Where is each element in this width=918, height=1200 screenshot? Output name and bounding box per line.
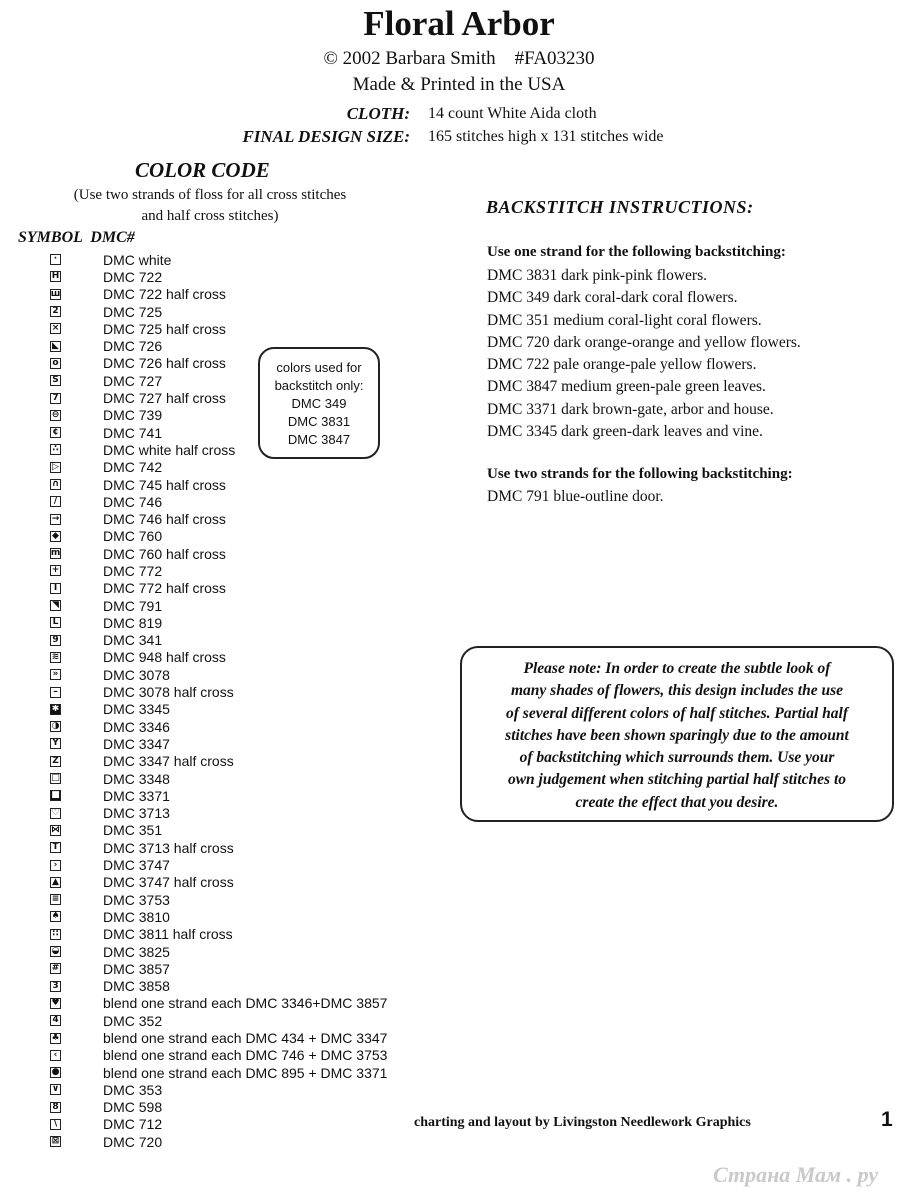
stitch-symbol-icon: ‹ (50, 1050, 61, 1061)
legend-row (50, 1064, 387, 1081)
stitch-symbol-icon: o (50, 358, 61, 369)
legend-dmc-label: DMC 3825 (103, 943, 170, 960)
stitch-symbol-icon: ∨ (51, 1084, 60, 1095)
legend-dmc-label: blend one strand each DMC 746 + DMC 3753 (103, 1047, 388, 1064)
page-title: Floral Arbor (363, 4, 555, 43)
legend-row (50, 493, 387, 510)
legend-row (50, 839, 387, 856)
legend-dmc-label: DMC 760 half cross (103, 545, 226, 562)
stitch-symbol-icon: T (50, 842, 61, 853)
stitch-symbol-icon: # (51, 963, 60, 974)
legend-dmc-label: DMC 352 (103, 1012, 163, 1029)
legend-dmc-label: DMC 746 half cross (103, 511, 226, 528)
stitch-symbol-icon: ◒ (51, 946, 60, 957)
legend-row (50, 649, 387, 666)
legend-dmc-label: DMC 725 (103, 303, 163, 320)
legend-dmc-label: DMC 739 (103, 407, 163, 424)
legend-dmc-label: blend one strand each DMC 3346+DMC 3857 (103, 995, 388, 1012)
legend-row (50, 303, 387, 320)
backstitch-item: DMC 3847 medium green-pale green leaves. (487, 378, 766, 396)
legend-row (50, 632, 387, 649)
cloth-label: CLOTH: (346, 104, 410, 123)
legend-dmc-label: DMC 3713 (103, 805, 170, 822)
stitch-symbol-icon: □ (51, 773, 60, 784)
legend-dmc-label: DMC 726 (103, 338, 163, 355)
legend-row (50, 1116, 387, 1133)
two-strand-item: DMC 791 blue-outline door. (487, 488, 664, 505)
stitch-symbol-icon: ◥ (50, 600, 61, 611)
stitch-symbol-icon: ≡ (51, 894, 60, 905)
legend-dmc-label: DMC 727 (103, 372, 163, 389)
stitch-symbol-icon: · (50, 254, 61, 265)
stitch-symbol-icon: ∩ (51, 479, 60, 489)
symbol-dmc-heading: SYMBOL DMC# (18, 229, 135, 246)
stitch-symbol-icon: ◣ (50, 341, 61, 352)
legend-row (50, 683, 387, 700)
note-line: stitches have been shown sparingly due to the amount (505, 726, 849, 744)
legend-dmc-label: DMC 3858 (103, 978, 170, 995)
legend-row (50, 753, 387, 770)
stitch-symbol-icon: ◑ (51, 721, 60, 732)
legend-dmc-label: DMC white half cross (103, 441, 236, 458)
stitch-symbol-icon: – (50, 687, 61, 698)
stitch-symbol-icon: ◆ (50, 531, 61, 542)
legend-dmc-label: DMC 3347 half cross (103, 753, 234, 770)
legend-row (50, 510, 387, 527)
design-size-value: 165 stitches high x 131 stitches wide (428, 128, 664, 145)
stitch-symbol-icon: ¢ (50, 427, 61, 438)
legend-row (50, 718, 387, 735)
legend-dmc-label: DMC 598 (103, 1099, 163, 1116)
backstitch-item: DMC 3831 dark pink-pink flowers. (487, 267, 707, 284)
legend-row (50, 787, 387, 804)
legend-dmc-label: DMC 742 (103, 459, 163, 476)
legend-dmc-label: DMC 3078 half cross (103, 684, 234, 701)
stitch-symbol-icon: m (50, 548, 61, 559)
color-code-note-line: and half cross stitches) (141, 208, 279, 224)
stitch-symbol-icon: S (50, 375, 61, 386)
legend-row (50, 995, 387, 1012)
legend-dmc-label: DMC white (103, 251, 172, 268)
backstitch-box-line: DMC 349 (291, 396, 347, 411)
legend-row (50, 459, 387, 476)
stitch-symbol-icon: 7 (50, 393, 61, 404)
legend-row (50, 874, 387, 891)
legend-dmc-label: DMC 3747 half cross (103, 874, 234, 891)
backstitch-item: DMC 722 pale orange-pale yellow flowers. (487, 356, 757, 374)
legend-dmc-label: DMC 948 half cross (103, 649, 226, 666)
legend-dmc-label: blend one strand each DMC 434 + DMC 3347 (103, 1030, 388, 1046)
legend-row (50, 735, 387, 752)
legend-row (50, 701, 387, 718)
stitch-symbol-icon: + (51, 565, 60, 576)
legend-row (50, 822, 387, 839)
legend-dmc-label: DMC 772 half cross (103, 580, 226, 597)
legend-dmc-label: DMC 819 (103, 614, 163, 631)
copyright-line: © 2002 Barbara Smith #FA03230 (323, 48, 595, 69)
legend-row (50, 1099, 387, 1116)
stitch-symbol-icon: H (51, 271, 60, 282)
stitch-symbol-icon: ■ (51, 790, 60, 801)
legend-dmc-label: DMC 745 half cross (103, 476, 226, 493)
legend-row (50, 528, 387, 545)
legend-dmc-label: DMC 351 (103, 822, 163, 839)
legend-row (50, 251, 387, 268)
legend-dmc-label: DMC 746 (103, 493, 163, 510)
color-code-note (40, 185, 380, 227)
legend-dmc-label: DMC 741 (103, 424, 163, 441)
stitch-symbol-icon: ∷ (50, 929, 61, 940)
stitch-symbol-icon: 3 (50, 981, 61, 992)
stitch-symbol-icon: × (51, 323, 60, 334)
legend-row (50, 268, 387, 285)
stitch-symbol-icon: L (50, 617, 61, 628)
legend-row (50, 1047, 387, 1064)
legend-dmc-label: DMC 3345 (103, 701, 170, 718)
legend-row (50, 891, 387, 908)
backstitch-item: DMC 720 dark orange-orange and yellow flowers. (487, 333, 801, 351)
stitch-symbol-icon: 2 (50, 306, 61, 317)
made-in-line: Made & Printed in the USA (352, 74, 566, 95)
legend-row (50, 614, 387, 631)
legend-row (50, 597, 387, 614)
stitch-symbol-icon: I (50, 583, 61, 594)
legend-dmc-label: DMC 772 (103, 562, 163, 579)
legend-dmc-label: DMC 725 half cross (103, 320, 226, 337)
legend-row (50, 960, 387, 977)
stitch-symbol-icon: ▷ (50, 462, 61, 473)
stitch-symbol-icon: ⋈ (51, 824, 60, 835)
legend-row (50, 856, 387, 873)
backstitch-box-line: DMC 3831 (287, 414, 351, 429)
stitch-symbol-icon: 8 (50, 1102, 61, 1113)
legend-dmc-label: DMC 712 (103, 1116, 163, 1133)
legend-dmc-label: DMC 3371 (103, 787, 170, 804)
legend-dmc-label: DMC 3810 (103, 908, 170, 925)
stitch-symbol-icon: ♡ (51, 807, 60, 818)
legend-row (50, 1029, 387, 1046)
legend-row (50, 770, 387, 787)
legend-dmc-label: DMC 3753 (103, 891, 170, 908)
watermark: Страна Мам . ру (713, 1162, 879, 1187)
page-number: 1 (881, 1108, 893, 1131)
legend-dmc-label: DMC 3346 (103, 718, 170, 735)
legend-row (50, 545, 387, 562)
backstitch-item: DMC 3345 dark green-dark leaves and vine. (487, 423, 763, 441)
legend-dmc-label: DMC 727 half cross (103, 390, 226, 407)
stitch-symbol-icon: ♣ (51, 1032, 60, 1043)
note-line: own judgement when stitching partial half stitches to (507, 771, 847, 789)
stitch-symbol-icon: ▲ (50, 877, 61, 888)
backstitch-item: DMC 351 medium coral-light coral flowers. (487, 311, 762, 329)
legend-dmc-label: DMC 791 (103, 597, 163, 614)
design-size-label: FINAL DESIGN SIZE: (242, 127, 410, 146)
stitch-symbol-icon: 4 (50, 1015, 61, 1026)
legend-dmc-label: DMC 722 half cross (103, 286, 226, 303)
stitch-symbol-icon: ⊖ (51, 409, 60, 420)
stitch-symbol-icon: ∕ (50, 496, 61, 507)
legend-row (50, 1133, 387, 1150)
stitch-symbol-icon: ш (50, 288, 61, 299)
stitch-symbol-icon: → (51, 513, 60, 524)
note-line: Please note: In order to create the subtle look of (523, 660, 831, 677)
credits-line: charting and layout by Livingston Needlework Graphics (414, 1115, 751, 1130)
legend-row (50, 943, 387, 960)
backstitch-box-line: backstitch only: (274, 378, 364, 393)
stitch-symbol-icon: ♠ (51, 911, 60, 922)
please-note-box (460, 646, 894, 822)
stitch-symbol-icon: ● (51, 1067, 60, 1078)
legend-row (50, 580, 387, 597)
legend-dmc-label: DMC 722 (103, 268, 163, 285)
legend-dmc-label: DMC 3348 (103, 770, 170, 787)
legend-dmc-label: DMC 3078 (103, 666, 170, 683)
backstitch-heading: BACKSTITCH INSTRUCTIONS: (486, 197, 754, 217)
stitch-symbol-icon: ≋ (51, 651, 60, 662)
stitch-symbol-icon: Y (50, 738, 61, 749)
legend-row (50, 1012, 387, 1029)
note-line: create the effect that you desire. (575, 793, 779, 811)
legend-row (50, 926, 387, 943)
two-strand-heading: Use two strands for the following backstitching: (487, 466, 793, 482)
legend-row (50, 666, 387, 683)
stitch-symbol-icon: 9 (50, 635, 61, 646)
backstitch-box-line: DMC 3847 (287, 432, 351, 447)
one-strand-list (487, 265, 801, 443)
legend-row (50, 320, 387, 337)
legend-row (50, 476, 387, 493)
backstitch-item: DMC 349 dark coral-dark coral flowers. (487, 289, 738, 307)
legend-row (50, 908, 387, 925)
note-line: of backstitching which surrounds them. Use your (519, 749, 835, 767)
stitch-symbol-icon: ∖ (50, 1119, 61, 1130)
stitch-symbol-icon: Z (50, 756, 61, 767)
legend-dmc-label: DMC 3713 half cross (103, 839, 234, 856)
color-code-heading: COLOR CODE (135, 158, 270, 182)
legend-row (50, 286, 387, 303)
backstitch-box-line: colors used for (276, 360, 362, 375)
note-line: many shades of flowers, this design includes the use (511, 682, 843, 700)
legend-row (50, 805, 387, 822)
backstitch-item: DMC 3371 dark brown-gate, arbor and house. (487, 400, 774, 418)
legend-row (50, 562, 387, 579)
legend-dmc-label: DMC 726 half cross (103, 355, 226, 372)
stitch-symbol-icon: » (50, 669, 61, 680)
note-line: of several different colors of half stitches. Partial half (506, 704, 848, 722)
cloth-value: 14 count White Aida cloth (428, 105, 597, 122)
one-strand-heading: Use one strand for the following backstitching: (487, 244, 786, 260)
legend-dmc-label: DMC 341 (103, 632, 163, 649)
legend-row (50, 1081, 387, 1098)
legend-dmc-label: DMC 720 (103, 1133, 163, 1150)
legend-dmc-label: blend one strand each DMC 895 + DMC 3371 (103, 1064, 388, 1081)
legend-row (50, 977, 387, 994)
legend-dmc-label: DMC 760 (103, 528, 163, 545)
color-code-note-line: (Use two strands of floss for all cross stitches (73, 187, 347, 203)
stitch-symbol-icon: ✱ (51, 703, 60, 714)
stitch-symbol-icon: › (50, 860, 61, 871)
legend-dmc-label: DMC 3747 (103, 857, 170, 874)
stitch-symbol-icon: ∴ (50, 444, 61, 455)
backstitch-colors-box (258, 347, 380, 459)
legend-dmc-label: DMC 3857 (103, 960, 170, 977)
legend-dmc-label: DMC 3811 half cross (103, 926, 233, 943)
legend-dmc-label: DMC 353 (103, 1081, 163, 1098)
legend-dmc-label: DMC 3347 (103, 735, 170, 752)
stitch-symbol-icon: ⊠ (51, 1136, 60, 1147)
stitch-symbol-icon: ♥ (51, 997, 60, 1008)
